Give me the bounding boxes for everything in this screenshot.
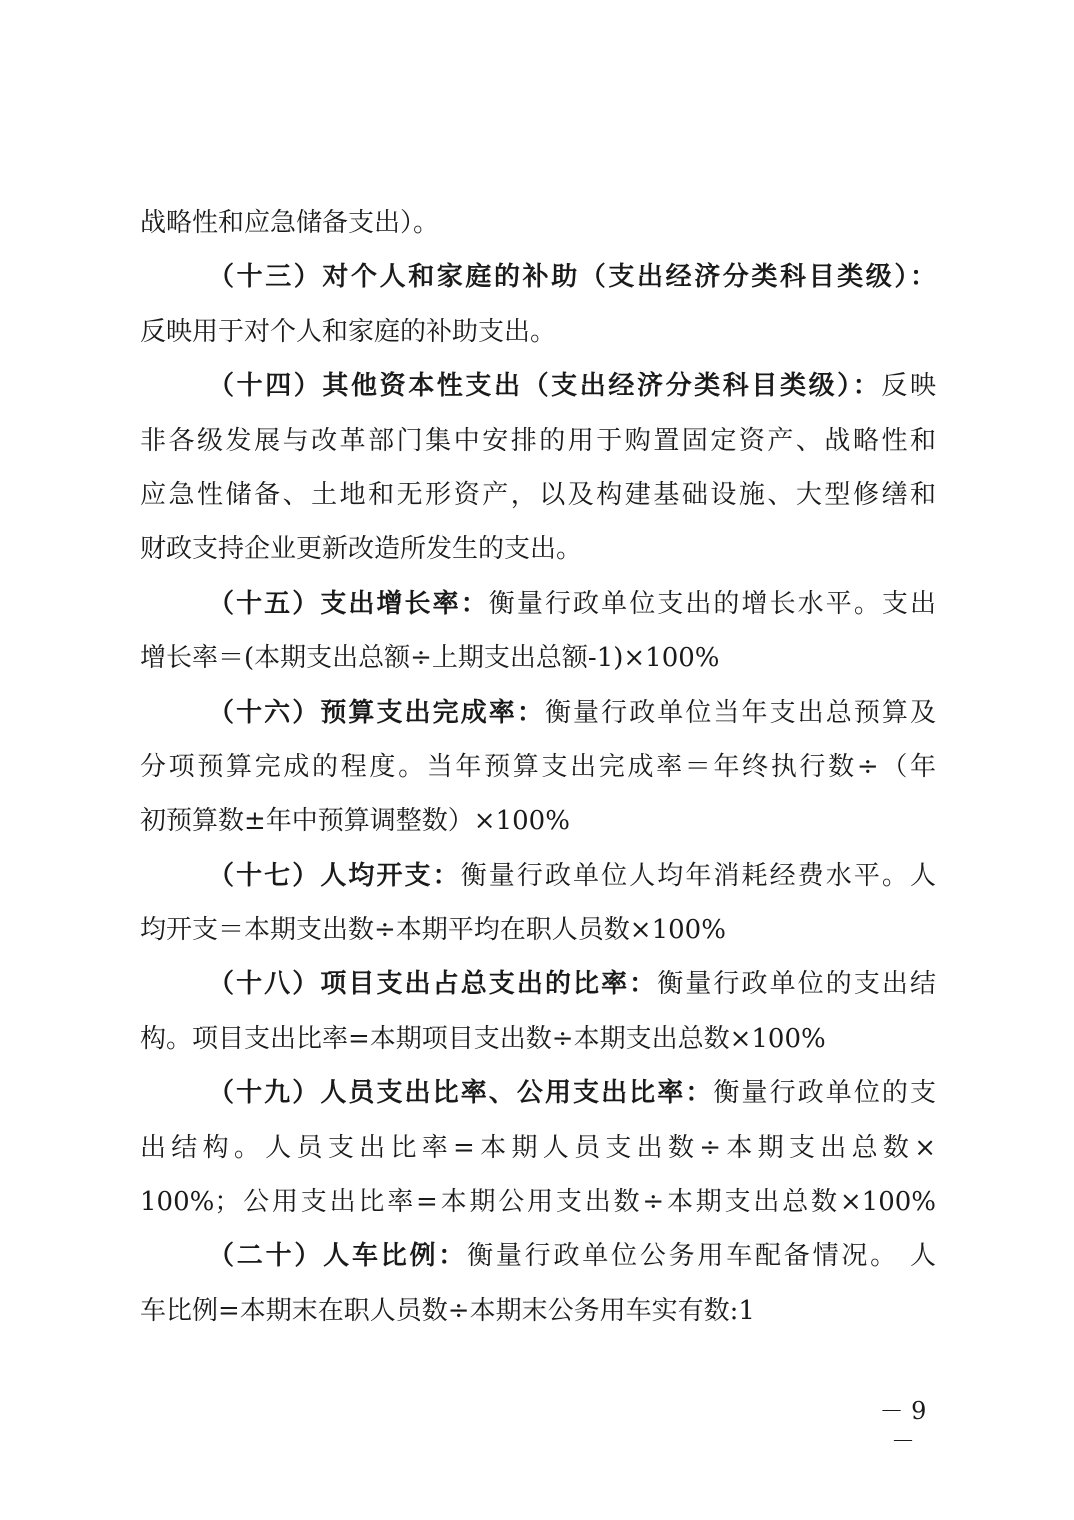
section-heading-14: （十四）其他资本性支出（支出经济分类科目类级）：: [208, 371, 882, 402]
text-line: 增长率＝(本期支出总额÷上期支出总额-1)×100%: [140, 643, 720, 674]
heading-text: 衡量行政单位公务用车配备情况。 人: [467, 1241, 936, 1272]
heading-text: 衡量行政单位人均年消耗经费水平。人: [460, 860, 936, 891]
text-line: 应急性储备、土地和无形资产，以及构建基础设施、大型修缮和: [140, 479, 936, 510]
text-line: 出结构。人员支出比率=本期人员支出数÷本期支出总数×: [140, 1132, 936, 1163]
text-line: 财政支持企业更新改造所发生的支出。: [140, 534, 583, 565]
text-line: 初预算数±年中预算调整数）×100%: [140, 806, 570, 837]
paragraph-heading-line: [140, 1229, 936, 1283]
paragraph-heading-line: [140, 577, 936, 631]
section-heading-15: （十五）支出增长率：: [208, 588, 489, 619]
paragraph-heading-line: [140, 686, 936, 740]
text-line: 车比例=本期末在职人员数÷本期末公务用车实有数:1: [140, 1295, 755, 1326]
section-heading-13: （十三）对个人和家庭的补助（支出经济分类科目类级）：: [208, 262, 936, 293]
heading-text: 衡量行政单位的支出结: [657, 969, 936, 1000]
section-heading-19: （十九）人员支出比率、公用支出比率：: [208, 1078, 714, 1109]
section-heading-16: （十六）预算支出完成率：: [208, 697, 545, 728]
page-number: － 9 －: [879, 1397, 927, 1455]
text-line: 100%；公用支出比率=本期公用支出数÷本期支出总数×100%: [140, 1187, 936, 1218]
text-line: 反映用于对个人和家庭的补助支出。: [140, 316, 557, 347]
body-text: [140, 196, 936, 1338]
paragraph-heading-line: [140, 1066, 936, 1120]
section-heading-18: （十八）项目支出占总支出的比率：: [208, 969, 658, 1000]
paragraph-heading-line: [140, 849, 936, 903]
heading-text: 衡量行政单位当年支出总预算及: [544, 697, 936, 728]
heading-text: 衡量行政单位的支: [713, 1078, 936, 1109]
text-line: 均开支＝本期支出数÷本期平均在职人员数×100%: [140, 915, 726, 946]
text-line: 战略性和应急储备支出）。: [140, 208, 440, 238]
text-line: 构。项目支出比率=本期项目支出数÷本期支出总数×100%: [140, 1023, 826, 1054]
paragraph-heading-line: [140, 250, 936, 304]
section-heading-17: （十七）人均开支：: [208, 860, 461, 891]
text-line: 分项预算完成的程度。当年预算支出完成率＝年终执行数÷（年: [140, 751, 936, 782]
paragraph-heading-line: [140, 957, 936, 1011]
heading-text: 衡量行政单位支出的增长水平。支出: [488, 588, 936, 619]
section-heading-20: （二十）人车比例：: [208, 1241, 468, 1272]
paragraph-heading-line: [140, 359, 936, 413]
heading-text: 反映: [881, 371, 936, 402]
text-line: 非各级发展与改革部门集中安排的用于购置固定资产、战略性和: [140, 425, 936, 456]
